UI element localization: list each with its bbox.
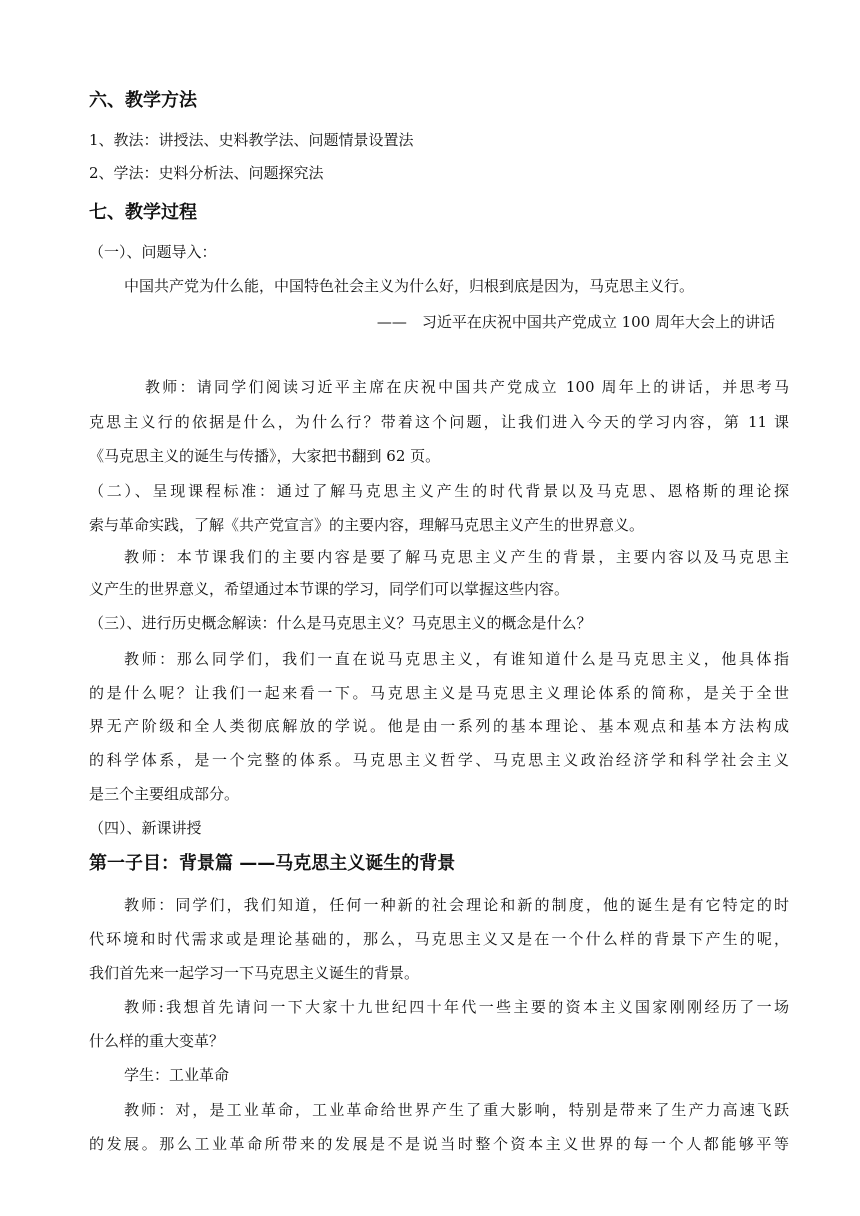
paragraph-line: 的发展。那么工业革命所带来的发展是不是说当时整个资本主义世界的每一个人都能够平等 [89, 1135, 789, 1153]
paragraph-line: 教师：对，是工业革命，工业革命给世界产生了重大影响，特别是带来了生产力高速飞跃 [124, 1101, 789, 1119]
paragraph-line: 什么样的重大变革？ [89, 1032, 225, 1050]
paragraph-line: 的科学体系，是一个完整的体系。马克思主义哲学、马克思主义政治经济学和科学社会主义 [89, 751, 789, 769]
paragraph-line: 索与革命实践，了解《共产党宣言》的主要内容，理解马克思主义产生的世界意义。 [89, 516, 645, 534]
section-heading-teaching-process: 七、教学过程 [89, 202, 197, 223]
paragraph-line: 我们首先来一起学习一下马克思主义诞生的背景。 [89, 964, 420, 982]
paragraph-line: 代环境和时代需求或是理论基础的，那么，马克思主义又是在一个什么样的背景下产生的呢， [89, 930, 789, 948]
paragraph-line: 义产生的世界意义，希望通过本节课的学习，同学们可以掌握这些内容。 [89, 580, 570, 598]
paragraph-line: 教师：请同学们阅读习近平主席在庆祝中国共产党成立 100 周年上的讲话，并思考马 [145, 378, 789, 396]
paragraph-line: 教师：本节课我们的主要内容是要了解马克思主义产生的背景，主要内容以及马克思主 [124, 548, 789, 566]
student-answer: 学生：工业革命 [124, 1066, 230, 1084]
subsection-new-lesson: （四）、新课讲授 [89, 819, 202, 837]
section-heading-teaching-methods: 六、教学方法 [89, 90, 197, 111]
paragraph-line: 教师:我想首先请问一下大家十九世纪四十年代一些主要的资本主义国家刚刚经历了一场 [124, 998, 789, 1016]
quote-text: 中国共产党为什么能，中国特色社会主义为什么好，归根到底是因为，马克思主义行。 [124, 277, 695, 295]
subsection-concept-reading: （三）、进行历史概念解读：什么是马克思主义？马克思主义的概念是什么？ [89, 614, 592, 632]
paragraph-line: 界无产阶级和全人类彻底解放的学说。他是由一系列的基本理论、基本观点和基本方法构成 [89, 717, 789, 735]
quote-source: —— 习近平在庆祝中国共产党成立 100 周年大会上的讲话 [376, 313, 775, 331]
paragraph-line: 教师：那么同学们，我们一直在说马克思主义，有谁知道什么是马克思主义，他具体指 [124, 650, 789, 668]
paragraph-line: 克思主义行的依据是什么，为什么行？带着这个问题，让我们进入今天的学习内容，第 11 课 [89, 413, 789, 431]
paragraph-line: 《马克思主义的诞生与传播》，大家把书翻到 62 页。 [89, 447, 441, 465]
teaching-method-item: 1、教法：讲授法、史料教学法、问题情景设置法 [89, 131, 414, 149]
subsection-intro-label: （一）、问题导入： [89, 243, 217, 261]
paragraph-line: 是三个主要组成部分。 [89, 785, 240, 803]
paragraph-line: 教师：同学们，我们知道，任何一种新的社会理论和新的制度，他的诞生是有它特定的时 [124, 896, 789, 914]
subtopic-heading-background: 第一子目：背景篇 ——马克思主义诞生的背景 [89, 853, 456, 874]
learning-method-item: 2、学法：史料分析法、问题探究法 [89, 164, 324, 182]
subsection-curriculum-standard: （二）、呈现课程标准：通过了解马克思主义产生的时代背景以及马克思、恩格斯的理论探 [89, 482, 789, 500]
paragraph-line: 的是什么呢？让我们一起来看一下。马克思主义是马克思主义理论体系的简称，是关于全世 [89, 684, 789, 702]
